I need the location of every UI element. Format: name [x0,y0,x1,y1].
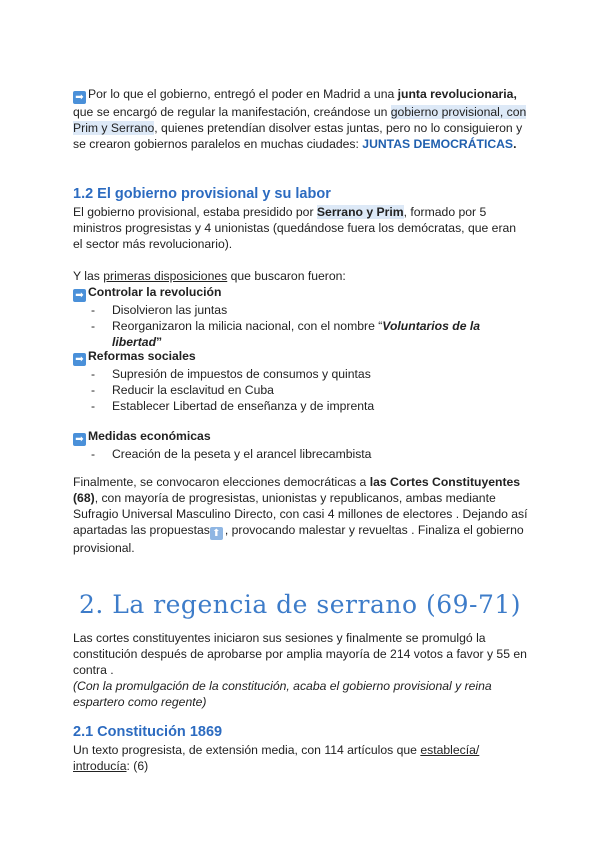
paragraph-sesiones: Las cortes constituyentes iniciaron sus sesiones y finalmente se promulgó la constitución después de aprobarse por amplia mayoría de 214 votos a favor y 55 en contra . [73,631,527,677]
paragraph-gobierno-provisional: El gobierno provisional, estaba presidido por Serrano y Prim, formado por 5 ministros progresistas y 4 unionistas (quedándose fuera los demócratas, que eran el sector más revolucionario). [73,205,517,251]
right-arrow-icon: ➡ [73,433,86,446]
chapter-heading-2: 2. La regencia de serrano (69-71) [78,590,522,619]
list-reformas [73,366,528,414]
paragraph-nota-regente: (Con la promulgación de la constitución, acaba el gobierno provisional y reina espartero como regente) [73,679,492,709]
up-arrow-icon: ⬆ [210,527,223,540]
list-item: - Supresión de impuestos de consumos y quintas [73,366,528,382]
section-controlar-revolucion: ➡ Controlar la revolución - Disolvieron las juntas - Reorganizaron la milicia nacional, con el nombre “Voluntarios de la libertad” [73,284,528,350]
list-item: - Creación de la peseta y el arancel librecambista [73,446,528,462]
section-heading-1-2: 1.2 El gobierno provisional y su labor [73,186,331,202]
paragraph-constitucion: Un texto progresista, de extensión media, con 114 artículos que establecía/ introducía: (6) [73,743,480,773]
right-arrow-icon: ➡ [73,353,86,366]
section-medidas-economicas: ➡ Medidas económicas - Creación de la peseta y el arancel librecambista [73,428,528,462]
list-item: - Establecer Libertad de enseñanza y de imprenta [73,398,528,414]
section-reformas-sociales: ➡ Reformas sociales - Supresión de impuestos de consumos y quintas - Reducir la esclavitud en Cuba - Establecer Libertad de enseñanza y de imprenta [73,348,528,414]
right-arrow-icon: ➡ [73,289,86,302]
list-controlar [73,302,528,350]
paragraph-disposiciones: Y las primeras disposiciones que buscaron fueron: [73,269,346,283]
list-item: - Reducir la esclavitud en Cuba [73,382,528,398]
list-medidas [73,446,528,462]
list-item: - Disolvieron las juntas [73,302,528,318]
right-arrow-icon: ➡ [73,91,86,104]
section-heading-2-1: 2.1 Constitución 1869 [73,724,223,740]
list-item: - Reorganizaron la milicia nacional, con el nombre “Voluntarios de la libertad” [73,318,528,350]
paragraph-junta: ➡ Por lo que el gobierno, entregó el poder en Madrid a una junta revolucionaria, que se encargó de regular la manifestación, creándose un gobierno provisional, con Prim y Serrano, quienes pretendían disolver estas juntas, pero no lo consiguieron y se crearon gobiernos paralelos en muchas ciudades: JUNTAS DEMOCRÁTICAS. [73,87,527,151]
paragraph-cortes-constituyentes: Finalmente, se convocaron elecciones democráticas a las Cortes Constituyentes (68), con mayoría de progresistas, unionistas y republicanos, ambas mediante Sufragio Universal Masculino Directo, con casi 4 millones de electores . Dejando así apartadas las propuestas ⬆ , provocando malestar y revueltas . Finaliza el gobierno provisional. [73,475,528,555]
